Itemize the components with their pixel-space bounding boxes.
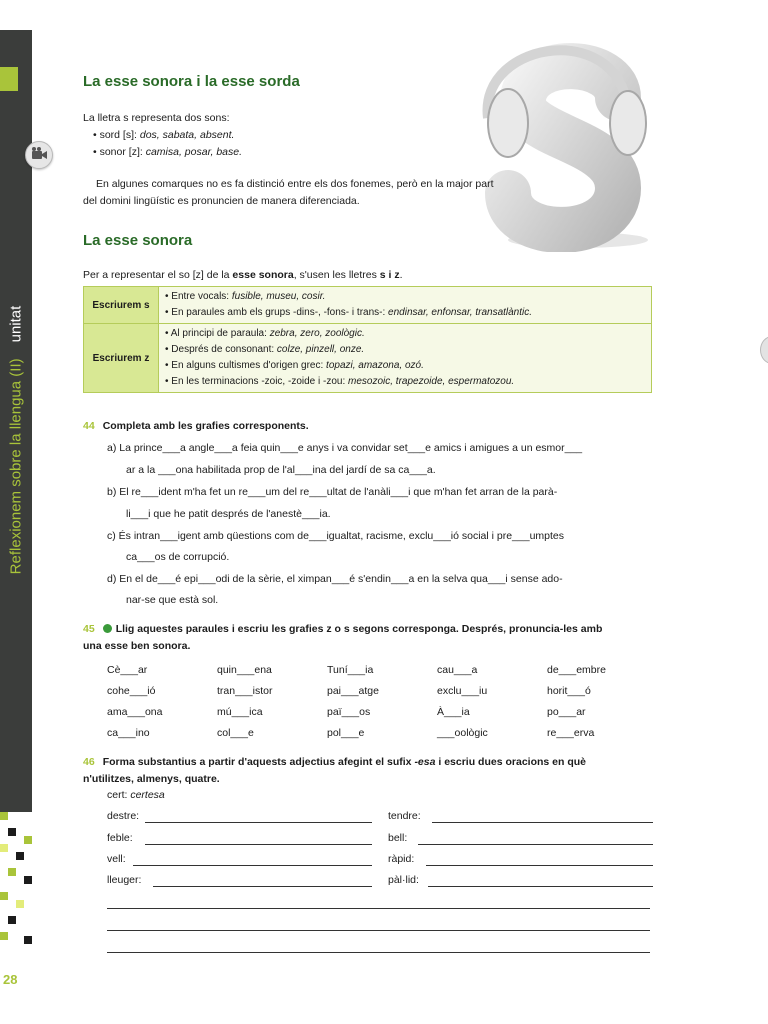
- answer-line[interactable]: [133, 865, 372, 866]
- example-label: cert:: [107, 789, 131, 801]
- word-row: [107, 659, 657, 680]
- bullet-sonor: [93, 144, 242, 161]
- answer-line[interactable]: [426, 865, 653, 866]
- paragraph-pronunciation: [83, 176, 503, 210]
- exercise-number: 45: [83, 623, 95, 635]
- exercise-number: 44: [83, 420, 95, 432]
- section-title-sonora: La esse sonora: [83, 232, 193, 249]
- rule-item-text: Després de consonant:: [171, 344, 277, 355]
- rule-text: , s'usen les lletres: [293, 269, 380, 281]
- adjective-label: lleuger:: [107, 874, 142, 886]
- word-blank[interactable]: cau___a: [437, 663, 478, 676]
- bullet-label: sord [s]:: [99, 129, 140, 141]
- rule-items: [159, 287, 652, 324]
- adjective-field[interactable]: [107, 874, 372, 890]
- adjective-label: feble:: [107, 832, 133, 844]
- word-blank[interactable]: pol___e: [327, 726, 365, 739]
- adjective-label: ràpid:: [388, 853, 415, 865]
- rule-item-examples: mesozoic, trapezoide, espermatozou.: [348, 376, 515, 387]
- rule-item-text: En alguns cultismes d'origen grec:: [171, 360, 327, 371]
- spelling-rules-table: [83, 286, 652, 393]
- exercise-number: 46: [83, 756, 95, 768]
- word-blank[interactable]: Tuní___ia: [327, 663, 374, 676]
- word-blank[interactable]: re___erva: [547, 726, 595, 739]
- section-title-sonora-sorda: La esse sonora i la esse sorda: [83, 73, 300, 90]
- exercise-44-line[interactable]: li___i que he patit després de l'anestè___ia.: [126, 508, 331, 520]
- adjective-field[interactable]: [107, 810, 372, 826]
- adjective-field[interactable]: [107, 853, 372, 869]
- section-label: [8, 306, 25, 575]
- word-row: [107, 680, 657, 701]
- bullet-examples: camisa, posar, base.: [145, 146, 243, 158]
- rule-label: Escriurem s: [84, 287, 159, 324]
- adjective-field[interactable]: [388, 810, 653, 826]
- adjective-label: pàl·lid:: [388, 874, 419, 886]
- rule-row-s: [84, 287, 652, 324]
- rule-item-examples: colze, pinzell, onze.: [276, 344, 365, 355]
- answer-line[interactable]: [428, 886, 653, 887]
- rule-text: .: [399, 269, 403, 281]
- exercise-44-line[interactable]: b) El re___ident m'ha fet un re___um del re___ultat de l'anàli___i que m'han fet arran de la parà-: [107, 486, 558, 498]
- exercise-46-heading: [83, 754, 653, 788]
- exercise-instruction: Forma substantius a partir d'aquests adjectius afegint el sufix: [102, 756, 415, 768]
- rule-item: [165, 374, 645, 390]
- rule-item-examples: topazi, amazona, ozó.: [326, 360, 424, 371]
- adjective-field[interactable]: [388, 832, 653, 848]
- word-blank[interactable]: col___e: [217, 726, 254, 739]
- headphones-letter-s-image: [468, 28, 668, 252]
- rule-item: [165, 342, 645, 358]
- rule-item-text: Entre vocals:: [171, 291, 232, 302]
- exercise-44-line[interactable]: c) És intran___igent amb qüestions com de___igualtat, racisme, exclu___ió social i pre___umptes: [107, 530, 565, 542]
- intro-text: La lletra s representa dos sons:: [83, 112, 230, 124]
- bullet-examples: dos, sabata, absent.: [139, 129, 235, 141]
- word-row: [107, 701, 657, 722]
- answer-line[interactable]: [145, 844, 372, 845]
- rule-item-text: En paraules amb els grups -dins-, -fons- i trans-:: [171, 307, 389, 318]
- word-blank[interactable]: ca___ino: [107, 726, 150, 739]
- word-blank[interactable]: ___oològic: [437, 726, 488, 739]
- word-blank[interactable]: pai___atge: [327, 684, 379, 697]
- word-blank[interactable]: À___ia: [437, 705, 470, 718]
- rule-items: [159, 324, 652, 393]
- word-blank[interactable]: tran___istor: [217, 684, 273, 697]
- answer-line[interactable]: [145, 822, 372, 823]
- rule-item: [165, 305, 645, 321]
- unit-number-marker: [0, 67, 18, 91]
- exercise-instruction: una esse ben sonora.: [83, 640, 191, 652]
- bullet-label: sonor [z]:: [99, 146, 146, 158]
- video-camera-icon[interactable]: [25, 141, 53, 169]
- writing-line[interactable]: [107, 908, 650, 909]
- exercise-45-heading: [83, 621, 653, 655]
- page-number: 28: [3, 972, 18, 987]
- adjective-field[interactable]: [388, 853, 653, 869]
- writing-line[interactable]: [107, 952, 650, 953]
- adjective-label: bell:: [388, 832, 408, 844]
- word-blank[interactable]: po___ar: [547, 705, 586, 718]
- word-row: [107, 722, 657, 743]
- rule-label: Escriurem z: [84, 324, 159, 393]
- rule-item-examples: endinsar, enfonsar, transatlàntic.: [388, 307, 533, 318]
- rule-letters: s i z: [379, 269, 400, 281]
- page-edge-icon: [760, 336, 768, 364]
- word-blank[interactable]: quin___ena: [217, 663, 272, 676]
- exercise-instruction: Completa amb les grafies corresponents.: [102, 420, 309, 432]
- exercise-44-heading: [83, 418, 309, 435]
- word-blank[interactable]: cohe___ió: [107, 684, 156, 697]
- exercise-44-line[interactable]: a) La prince___a angle___a feia quin___e anys i va convidar set___e amics i amigues a un esmor___: [107, 442, 583, 454]
- section-title: Reflexionem sobre la llengua (II): [7, 358, 25, 575]
- adjective-label: vell:: [107, 853, 126, 865]
- writing-line[interactable]: [107, 930, 650, 931]
- rule-bold: esse sonora: [232, 269, 294, 281]
- pixel-pattern-decoration: [0, 812, 32, 952]
- exercise-instruction: i escriu dues oracions en què: [435, 756, 587, 768]
- unit-label: unitat: [7, 305, 25, 343]
- rule-item: [165, 358, 645, 374]
- example-answer: [107, 789, 165, 801]
- rule-item-text: En les terminacions -zoic, -zoide i -zou:: [171, 376, 349, 387]
- word-blank[interactable]: de___embre: [547, 663, 606, 676]
- audio-dot-icon: [103, 624, 112, 633]
- answer-line[interactable]: [432, 822, 653, 823]
- intro-block: [83, 110, 242, 161]
- paragraph-line: En algunes comarques no es fa distinció entre els dos fonemes, però en: [96, 178, 433, 190]
- word-blank[interactable]: exclu___iu: [437, 684, 488, 697]
- exercise-instruction: n'utilitzes, almenys, quatre.: [83, 773, 220, 785]
- rule-row-z: [84, 324, 652, 393]
- word-blank[interactable]: mú___ica: [217, 705, 263, 718]
- adjective-field[interactable]: [107, 832, 372, 848]
- rule-item: [165, 326, 645, 342]
- rule-item-text: Al principi de paraula:: [170, 328, 270, 339]
- adjective-field[interactable]: [388, 874, 653, 890]
- adjective-label: tendre:: [388, 810, 421, 822]
- exercise-instruction: Llig aquestes paraules i escriu les grafies z o s segons corresponga. Després, pronuncia-les amb: [115, 623, 603, 635]
- rule-text: Per a representar el so [z] de la: [83, 269, 233, 281]
- word-blank[interactable]: ama___ona: [107, 705, 163, 718]
- rule-item-examples: fusible, museu, cosir.: [231, 291, 326, 302]
- answer-line[interactable]: [418, 844, 653, 845]
- rule-intro: [83, 267, 403, 284]
- paragraph-line: la major part del domini lingüístic es pronuncien de manera diferenciada.: [83, 178, 494, 207]
- exercise-44-line[interactable]: ca___os de corrupció.: [126, 551, 230, 563]
- adjective-label: destre:: [107, 810, 140, 822]
- word-grid: [107, 659, 657, 743]
- exercise-44-line[interactable]: nar-se que està sol.: [126, 594, 219, 606]
- bullet-sord: [93, 127, 242, 144]
- exercise-44-line[interactable]: ar a la ___ona habilitada prop de l'al___ina del jardí de sa ca___a.: [126, 464, 436, 476]
- answer-line[interactable]: [153, 886, 372, 887]
- example-value: certesa: [130, 789, 165, 801]
- word-blank[interactable]: Cè___ar: [107, 663, 148, 676]
- exercise-suffix: -esa: [414, 756, 436, 768]
- word-blank[interactable]: paï___os: [327, 705, 371, 718]
- word-blank[interactable]: horit___ó: [547, 684, 591, 697]
- rule-item: [165, 289, 645, 305]
- exercise-44-line[interactable]: d) En el de___é epi___odi de la sèrie, el ximpan___é s'endin___a en la selva qua___i sense ado-: [107, 573, 563, 585]
- rule-item-examples: zebra, zero, zoològic.: [269, 328, 365, 339]
